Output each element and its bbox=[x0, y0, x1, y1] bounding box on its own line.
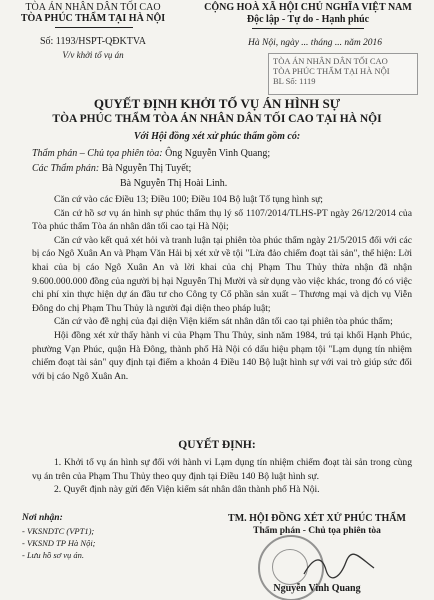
national-motto: Độc lập - Tự do - Hạnh phúc bbox=[246, 14, 370, 25]
header-right-rule bbox=[252, 28, 364, 29]
header-left-rule bbox=[55, 27, 133, 28]
handwritten-signature bbox=[300, 552, 380, 582]
presiding-label: Thẩm phán – Chủ tọa phiên tòa: bbox=[32, 148, 163, 159]
signer-name: Nguyễn Vinh Quang bbox=[273, 583, 361, 594]
judges-label: Các Thẩm phán: bbox=[32, 163, 100, 174]
basis-paragraph: Căn cứ vào đề nghị của đại diện Viện kiểm sát nhân dân tối cao tại phiên tòa phúc thẩm; bbox=[54, 316, 393, 328]
signature-org: TM. HỘI ĐỒNG XÉT XỬ PHÚC THẨM bbox=[228, 513, 406, 524]
issuing-court: TÒA PHÚC THẨM TÒA ÁN NHÂN DÂN TỐI CAO TẠI HÀ NỘI bbox=[52, 113, 382, 125]
panel-intro: Với Hội đồng xét xử phúc thẩm gồm có: bbox=[133, 131, 301, 142]
decision-item-1: 1. Khởi tố vụ án hình sự đối với hành vi Lạm dụng tín nhiệm chiếm đoạt tài sản trong cùng vụ án trên của Phạm Thu Thủy theo quy định tại Điều 140 Bộ luật hình sự. bbox=[32, 457, 412, 482]
basis-paragraph: Căn cứ hồ sơ vụ án hình sự phúc thẩm thụ lý số 1107/2014/TLHS-PT ngày 26/12/2014 của Tòa phúc thẩm Tòa án nhân dân tối cao tại Hà Nội; bbox=[32, 207, 412, 233]
basis-paragraph: Hội đồng xét xử thấy hành vi của Phạm Thu Thủy, sinh năm 1984, trú tại khối Hạnh Phúc, phường Vạn Phúc, quận Hà Đông, thành phố Hà Nội có dấu hiệu phạm tội "Lạm dụng tín nhiệm chiếm đoạt tài sản" quy định tại điểm a khoản 4 Điều 140 Bộ luật hình sự với vai trò giúp sức đối với bị cáo Ngô Xuân An. bbox=[32, 329, 412, 382]
recipient-item: - VKSND TP Hà Nội; bbox=[22, 538, 96, 548]
basis-paragraph: Căn cứ vào các Điều 13; Điều 100; Điều 104 Bộ luật Tố tụng hình sự; bbox=[54, 194, 323, 205]
decision-item-2: 2. Quyết định này gửi đến Viện kiểm sát nhân dân thành phố Hà Nội. bbox=[54, 484, 320, 496]
presiding-name: Ông Nguyễn Vinh Quang; bbox=[165, 148, 271, 159]
judges-row bbox=[32, 163, 191, 174]
basis-section bbox=[32, 193, 412, 383]
country-name: CỘNG HOÀ XÃ HỘI CHỦ NGHĨA VIỆT NAM bbox=[204, 2, 412, 13]
court-top: TÒA ÁN NHÂN DÂN TỐI CAO bbox=[25, 2, 161, 13]
document-title: QUYẾT ĐỊNH KHỞI TỐ VỤ ÁN HÌNH SỰ bbox=[93, 96, 341, 111]
stamp-line-1: TÒA ÁN NHÂN DÂN TỐI CAO bbox=[273, 56, 388, 66]
recipient-item: - Lưu hồ sơ vụ án. bbox=[22, 550, 85, 560]
decision-number: Số: 1193/HSPT-QĐKTVA bbox=[39, 36, 147, 47]
subject-line: V/v khởi tố vụ án bbox=[62, 50, 124, 60]
judge-2: Bà Nguyễn Thị Hoài Linh. bbox=[120, 178, 228, 189]
recipients-label: Nơi nhận: bbox=[22, 513, 63, 523]
basis-paragraph: Căn cứ vào kết quả xét hỏi và tranh luận tại phiên tòa phúc thẩm ngày 21/5/2015 đối với các bị cáo Ngô Xuân An và Phạm Văn Hải bị xét xử về tội "Lừa đảo chiếm đoạt tài sản", thể hiện: Lời khai của bị cáo Ngô Xuân An và lời khai của chị Phạm Thu Thủy thừa nhận đã nhận 9.600.000.000 đồng của người bị hại Nguyễn Thị Mười và sử dụng vào việc khác, trong đó có việc chi phí xin thực hiện dự án đầu tư cho Công ty Cổ phần sản xuất – Thương mại và dịch vụ Viễn Đông do chị Phạm Thu Thủy là người đại diện theo pháp luật; bbox=[32, 234, 412, 314]
decision-heading: QUYẾT ĐỊNH: bbox=[178, 439, 256, 451]
stamp-line-2: TÒA PHÚC THẨM TẠI HÀ NỘI bbox=[273, 66, 390, 76]
recipient-item: - VKSNDTC (VPT1); bbox=[22, 526, 95, 536]
stamp-line-3: BL Số: 1119 bbox=[273, 76, 316, 86]
court-name: TÒA PHÚC THẨM TẠI HÀ NỘI bbox=[20, 13, 166, 24]
decision-items bbox=[32, 456, 412, 497]
presiding-judge-row bbox=[32, 148, 270, 159]
place-date: Hà Nội, ngày ... tháng ... năm 2016 bbox=[248, 38, 383, 48]
received-stamp bbox=[268, 53, 418, 95]
signature-role: Thẩm phán - Chủ tọa phiên tòa bbox=[253, 526, 381, 536]
judge-1: Bà Nguyễn Thị Tuyết; bbox=[101, 163, 192, 174]
